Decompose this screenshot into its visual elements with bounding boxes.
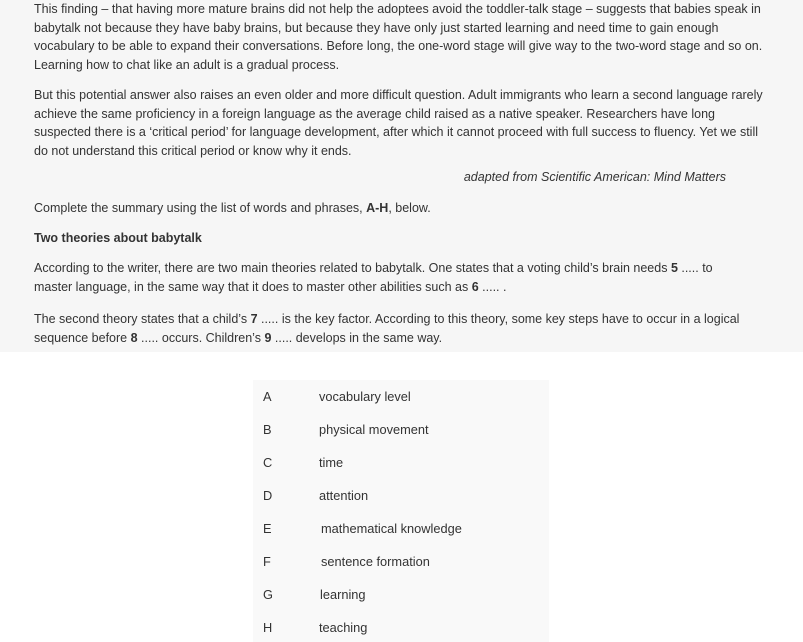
option-row-h — [253, 617, 549, 639]
option-row-a — [253, 386, 549, 408]
gap-number-6: 6 — [471, 279, 479, 294]
instruction-range: A-H — [366, 201, 389, 215]
option-row-g — [253, 584, 549, 606]
option-text: sentence formation — [321, 554, 430, 569]
summary-text: According to the writer, there are two main theories related to babytalk. One states that a voting child’s brain needs — [34, 261, 671, 275]
summary-text: ..... to master language, in the same way that it does to master other abilities such as — [34, 261, 713, 294]
option-text: vocabulary level — [319, 389, 411, 404]
option-letter: C — [263, 455, 273, 470]
task-instructions — [34, 199, 774, 218]
option-text: attention — [319, 488, 369, 503]
summary-text: The second theory states that a child’s — [34, 312, 251, 326]
option-letter: F — [263, 554, 271, 569]
instruction-text-after: , below. — [388, 201, 431, 215]
summary-text: ..... . — [478, 279, 507, 294]
option-letter: D — [263, 488, 273, 503]
passage-source: adapted from Scientific American: Mind Matters — [463, 170, 726, 184]
option-row-f — [253, 551, 549, 573]
passage-paragraph-1: This finding – that having more mature brains did not help the adoptees avoid the toddler-talk stage – suggests that babies speak in babytalk not because they have baby brains, but because they have only just started learning and need time to gain enough vocabulary to be able to expand their conversations. Before long, the one-word stage will give way to the two-word stage and so on. Learning how to chat like an adult is a gradual process. — [34, 2, 763, 72]
option-text: time — [319, 455, 344, 470]
option-letter: B — [263, 422, 272, 437]
option-text: physical movement — [319, 422, 429, 437]
instruction-text-before: Complete the summary using the list of words and phrases, — [34, 201, 367, 215]
gap-number-9: 9 — [264, 330, 272, 345]
options-list — [253, 380, 549, 642]
summary-text: ..... is the key factor. According to this theory, some key steps have to occur in a logical sequence before — [34, 312, 740, 345]
option-letter: E — [263, 521, 272, 536]
option-letter: A — [263, 389, 272, 404]
gap-number-5: 5 — [670, 261, 678, 275]
summary-title: Two theories about babytalk — [34, 231, 202, 245]
option-row-c — [253, 452, 549, 474]
option-row-b — [253, 419, 549, 441]
summary-text: ..... develops in the same way. — [271, 330, 443, 345]
option-row-e — [253, 518, 549, 540]
option-text: teaching — [319, 620, 368, 635]
option-row-d — [253, 485, 549, 507]
summary-text: ..... occurs. Children’s — [137, 330, 265, 345]
gap-number-8: 8 — [130, 330, 138, 345]
gap-number-7: 7 — [250, 312, 258, 326]
summary-paragraph-2 — [34, 310, 754, 347]
option-letter: H — [263, 620, 273, 635]
summary-paragraph-1 — [34, 259, 754, 296]
option-letter: G — [263, 587, 273, 602]
option-text: learning — [320, 587, 366, 602]
passage-paragraph-2: But this potential answer also raises an even older and more difficult question. Adult immigrants who learn a second language rarely achieve the same proficiency in a foreign language as the average child raised as a native speaker. Researchers have long suspected there is a ‘critical period’ for language development, after which it cannot proceed with full success to fluency. Yet we still do not understand this critical period or know why it ends. — [34, 88, 763, 158]
option-text: mathematical knowledge — [321, 521, 462, 536]
